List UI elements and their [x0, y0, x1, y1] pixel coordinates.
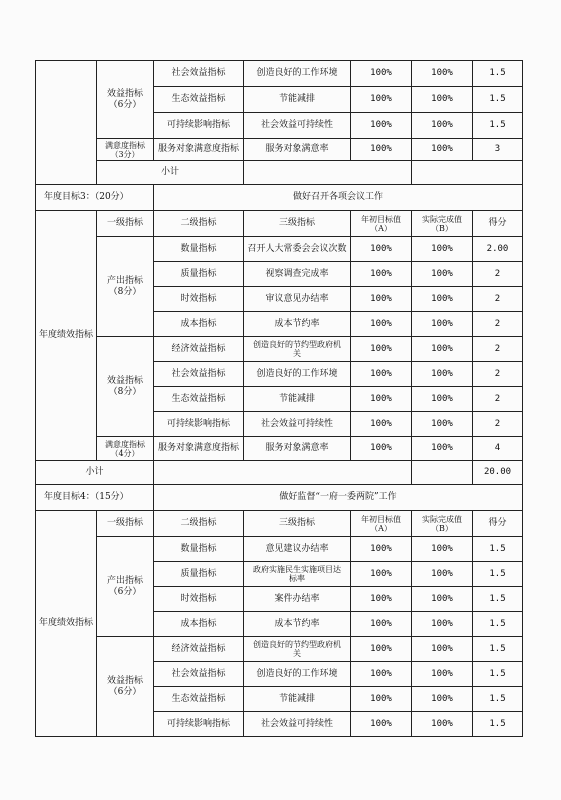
score-value: 2: [473, 362, 523, 387]
secondary-indicator: 质量指标: [154, 562, 244, 587]
primary-indicator: 产出指标 （8分）: [97, 237, 154, 337]
primary-indicator: 产出指标 （6分）: [97, 537, 154, 637]
actual-value: 100%: [412, 362, 473, 387]
score-value: 2: [473, 337, 523, 362]
header-actual: 实际完成值 （B）: [412, 511, 473, 537]
tertiary-indicator: 服务对象满意率: [244, 139, 351, 161]
actual-value: 100%: [412, 262, 473, 287]
actual-value: 100%: [412, 562, 473, 587]
target-value: 100%: [351, 262, 412, 287]
table-row: [36, 139, 523, 161]
header-tertiary: 三级指标: [244, 511, 351, 537]
score-value: 1.5: [473, 687, 523, 712]
subtotal-row: [36, 461, 523, 485]
secondary-indicator: 经济效益指标: [154, 637, 244, 662]
actual-value: 100%: [412, 612, 473, 637]
subtotal-label: 小计: [36, 461, 154, 485]
secondary-indicator: 社会效益指标: [154, 662, 244, 687]
secondary-indicator: 成本指标: [154, 612, 244, 637]
goal-description: 做好召开各项会议工作: [154, 185, 523, 211]
subtotal-blank: [412, 161, 523, 185]
actual-value: 100%: [412, 139, 473, 161]
secondary-indicator: 数量指标: [154, 537, 244, 562]
secondary-indicator: 成本指标: [154, 312, 244, 337]
goal-title: 年度目标3：（20分）: [36, 185, 154, 211]
score-value: 2: [473, 387, 523, 412]
score-value: 3: [473, 139, 523, 161]
table-row: [36, 337, 523, 362]
actual-value: 100%: [412, 61, 473, 87]
goal-description: 做好监督“一府一委两院”工作: [154, 485, 523, 511]
secondary-indicator: 可持续影响指标: [154, 113, 244, 139]
actual-value: 100%: [412, 87, 473, 113]
score-value: 1.5: [473, 61, 523, 87]
tertiary-indicator: 召开人大常委会会议次数: [244, 237, 351, 262]
score-value: 2: [473, 262, 523, 287]
primary-indicator: 满意度指标 （3分）: [97, 139, 154, 161]
score-value: 1.5: [473, 612, 523, 637]
secondary-indicator: 经济效益指标: [154, 337, 244, 362]
annual-indicator-label: 年度绩效指标: [36, 511, 97, 737]
target-value: 100%: [351, 387, 412, 412]
header-actual: 实际完成值 （B）: [412, 211, 473, 237]
tertiary-indicator: 审议意见办结率: [244, 287, 351, 312]
actual-value: 100%: [412, 387, 473, 412]
secondary-indicator: 服务对象满意度指标: [154, 139, 244, 161]
tertiary-indicator: 节能减排: [244, 687, 351, 712]
subtotal-row: [36, 161, 523, 185]
tertiary-indicator: 节能减排: [244, 387, 351, 412]
tertiary-indicator: 服务对象满意率: [244, 437, 351, 461]
target-value: 100%: [351, 562, 412, 587]
actual-value: 100%: [412, 662, 473, 687]
tertiary-indicator: 创造良好的工作环境: [244, 362, 351, 387]
score-value: 1.5: [473, 637, 523, 662]
target-value: 100%: [351, 113, 412, 139]
target-value: 100%: [351, 712, 412, 737]
primary-indicator: 效益指标 （6分）: [97, 61, 154, 139]
performance-table: [35, 60, 523, 737]
target-value: 100%: [351, 637, 412, 662]
tertiary-indicator: 创造良好的节约型政府机 关: [244, 337, 351, 362]
secondary-indicator: 可持续影响指标: [154, 412, 244, 437]
header-target: 年初目标值 （A）: [351, 511, 412, 537]
target-value: 100%: [351, 312, 412, 337]
actual-value: 100%: [412, 312, 473, 337]
actual-value: 100%: [412, 337, 473, 362]
tertiary-indicator: 创造良好的工作环境: [244, 61, 351, 87]
score-value: 1.5: [473, 662, 523, 687]
tertiary-indicator: 社会效益可持续性: [244, 712, 351, 737]
target-value: 100%: [351, 362, 412, 387]
header-secondary: 二级指标: [154, 211, 244, 237]
score-value: 2: [473, 312, 523, 337]
score-value: 2: [473, 287, 523, 312]
secondary-indicator: 生态效益指标: [154, 687, 244, 712]
secondary-indicator: 社会效益指标: [154, 61, 244, 87]
target-value: 100%: [351, 287, 412, 312]
target-value: 100%: [351, 587, 412, 612]
actual-value: 100%: [412, 537, 473, 562]
table-row: [36, 237, 523, 262]
score-value: 4: [473, 437, 523, 461]
target-value: 100%: [351, 139, 412, 161]
tertiary-indicator: 视察调查完成率: [244, 262, 351, 287]
actual-value: 100%: [412, 412, 473, 437]
secondary-indicator: 社会效益指标: [154, 362, 244, 387]
tertiary-indicator: 社会效益可持续性: [244, 412, 351, 437]
secondary-indicator: 生态效益指标: [154, 387, 244, 412]
actual-value: 100%: [412, 587, 473, 612]
tertiary-indicator: 节能减排: [244, 87, 351, 113]
target-value: 100%: [351, 537, 412, 562]
tertiary-indicator: 成本节约率: [244, 612, 351, 637]
goal-title: 年度目标4：（15分）: [36, 485, 154, 511]
tertiary-indicator: 政府实施民生实施项目达 标率: [244, 562, 351, 587]
table-row: [36, 61, 523, 87]
goal-title-row: [36, 185, 523, 211]
target-value: 100%: [351, 612, 412, 637]
target-value: 100%: [351, 237, 412, 262]
target-value: 100%: [351, 87, 412, 113]
score-value: 1.5: [473, 113, 523, 139]
secondary-indicator: 时效指标: [154, 287, 244, 312]
score-value: 2: [473, 412, 523, 437]
score-value: 1.5: [473, 537, 523, 562]
score-value: 2.00: [473, 237, 523, 262]
primary-indicator: 满意度指标 （4分）: [97, 437, 154, 461]
header-row: [36, 211, 523, 237]
actual-value: 100%: [412, 637, 473, 662]
table-row: [36, 437, 523, 461]
subtotal-blank: [154, 461, 412, 485]
subtotal-blank: [412, 461, 473, 485]
target-value: 100%: [351, 662, 412, 687]
header-secondary: 二级指标: [154, 511, 244, 537]
header-score: 得分: [473, 211, 523, 237]
score-value: 1.5: [473, 562, 523, 587]
target-value: 100%: [351, 61, 412, 87]
primary-indicator: 效益指标 （8分）: [97, 337, 154, 437]
secondary-indicator: 时效指标: [154, 587, 244, 612]
header-target: 年初目标值 （A）: [351, 211, 412, 237]
secondary-indicator: 质量指标: [154, 262, 244, 287]
secondary-indicator: 可持续影响指标: [154, 712, 244, 737]
actual-value: 100%: [412, 287, 473, 312]
tertiary-indicator: 创造良好的节约型政府机 关: [244, 637, 351, 662]
secondary-indicator: 生态效益指标: [154, 87, 244, 113]
subtotal-label: 小计: [97, 161, 244, 185]
actual-value: 100%: [412, 712, 473, 737]
score-value: 1.5: [473, 587, 523, 612]
table-row: [36, 637, 523, 662]
primary-indicator: 效益指标 （6分）: [97, 637, 154, 737]
target-value: 100%: [351, 687, 412, 712]
tertiary-indicator: 社会效益可持续性: [244, 113, 351, 139]
actual-value: 100%: [412, 437, 473, 461]
tertiary-indicator: 案件办结率: [244, 587, 351, 612]
target-value: 100%: [351, 337, 412, 362]
actual-value: 100%: [412, 687, 473, 712]
subtotal-value: 20.00: [473, 461, 523, 485]
actual-value: 100%: [412, 113, 473, 139]
score-value: 1.5: [473, 87, 523, 113]
header-row: [36, 511, 523, 537]
tertiary-indicator: 成本节约率: [244, 312, 351, 337]
target-value: 100%: [351, 412, 412, 437]
header-tertiary: 三级指标: [244, 211, 351, 237]
score-value: 1.5: [473, 712, 523, 737]
target-value: 100%: [351, 437, 412, 461]
header-primary: 一级指标: [97, 211, 154, 237]
table-row: [36, 537, 523, 562]
header-primary: 一级指标: [97, 511, 154, 537]
side-label-cell: [36, 61, 97, 185]
secondary-indicator: 数量指标: [154, 237, 244, 262]
secondary-indicator: 服务对象满意度指标: [154, 437, 244, 461]
annual-indicator-label: 年度绩效指标: [36, 211, 97, 461]
goal-title-row: [36, 485, 523, 511]
subtotal-blank: [244, 161, 412, 185]
header-score: 得分: [473, 511, 523, 537]
tertiary-indicator: 意见建议办结率: [244, 537, 351, 562]
actual-value: 100%: [412, 237, 473, 262]
tertiary-indicator: 创造良好的工作环境: [244, 662, 351, 687]
